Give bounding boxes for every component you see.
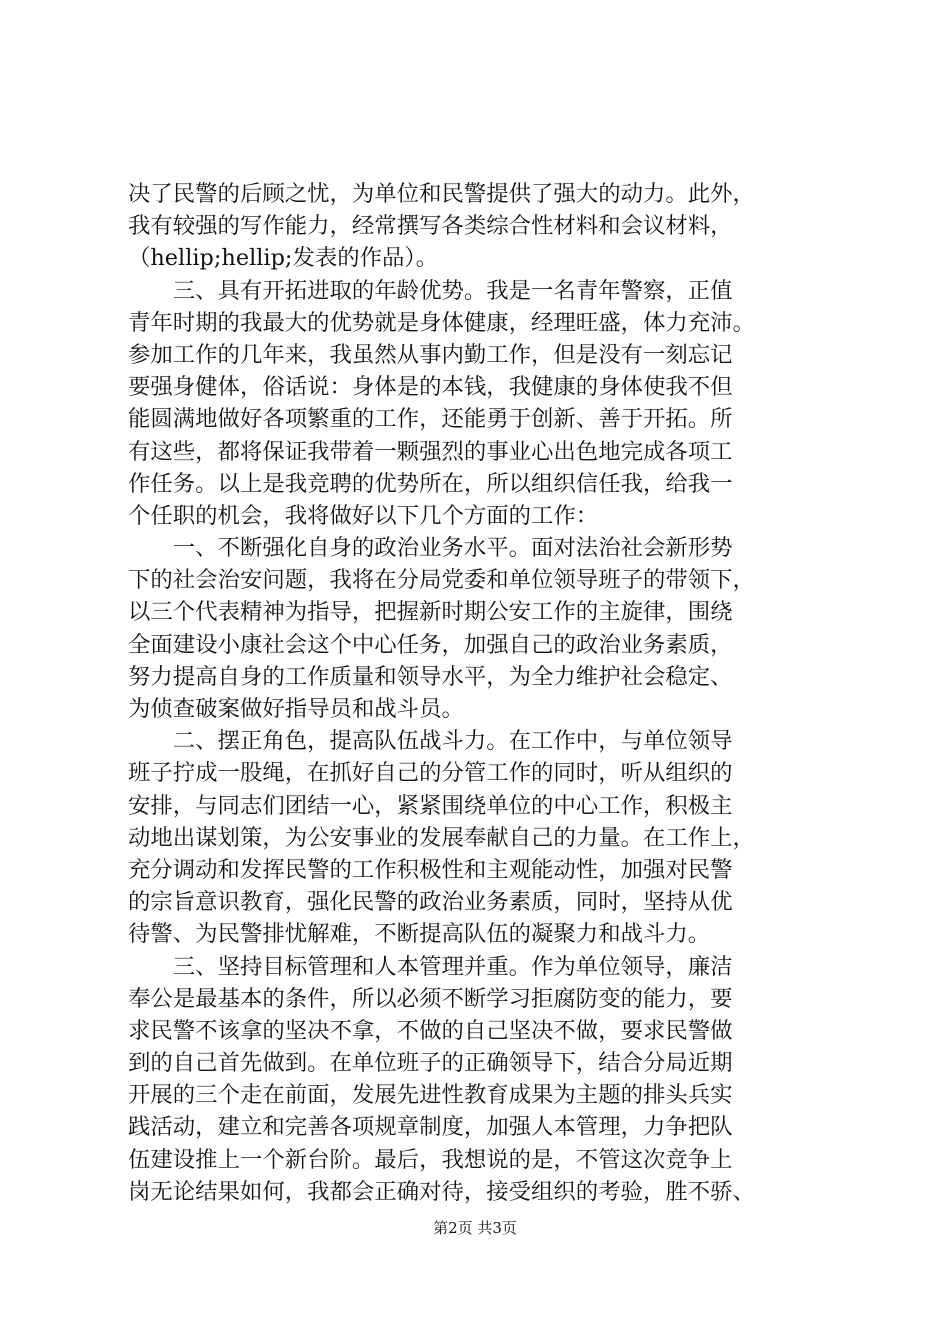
text-line: 充分调动和发挥民警的工作积极性和主观能动性，加强对民警 [128, 856, 733, 883]
text-line: 待警、为民警排忧解难，不断提高队伍的凝聚力和战斗力。 [128, 921, 711, 948]
text-line: 到的自己首先做到。在单位班子的正确领导下，结合分局近期 [128, 1050, 733, 1077]
text-line: 青年时期的我最大的优势就是身体健康，经理旺盛，体力充沛。 [128, 309, 755, 336]
text-line: 努力提高自身的工作质量和领导水平，为全力维护社会稳定、 [128, 663, 733, 690]
text-line: 二、摆正角色，提高队伍战斗力。在工作中，与单位领导 [128, 728, 733, 755]
text-line: 下的社会治安问题，我将在分局党委和单位领导班子的带领下， [128, 567, 755, 594]
text-line: 奉公是最基本的条件，所以必须不断学习拒腐防变的能力，要 [128, 985, 733, 1012]
text-line: 我有较强的写作能力，经常撰写各类综合性材料和会议材料， [128, 213, 733, 240]
text-line: 求民警不该拿的坚决不拿，不做的自己坚决不做，要求民警做 [128, 1017, 733, 1044]
text-line: 班子拧成一股绳，在抓好自己的分管工作的同时，听从组织的 [128, 760, 733, 787]
text-line: 要强身健体，俗话说：身体是的本钱，我健康的身体使我不但 [128, 374, 733, 401]
body-text [128, 178, 822, 1208]
text-line: 有这些，都将保证我带着一颗强烈的事业心出色地完成各项工 [128, 438, 733, 465]
text-line: 践活动，建立和完善各项规章制度，加强人本管理，力争把队 [128, 1114, 733, 1141]
text-line: 岗无论结果如何，我都会正确对待，接受组织的考验，胜不骄、 [128, 1178, 755, 1205]
text-line: 作任务。以上是我竞聘的优势所在，所以组织信任我，给我一 [128, 470, 733, 497]
text-line: 为侦查破案做好指导员和战斗员。 [128, 696, 464, 722]
page-number-footer: 第2页 共3页 [433, 1219, 517, 1237]
text-line: 能圆满地做好各项繁重的工作，还能勇于创新、善于开拓。所 [128, 406, 733, 433]
text-line: 三、具有开拓进取的年龄优势。我是一名青年警察，正值 [128, 277, 733, 304]
text-line: 的宗旨意识教育，强化民警的政治业务素质，同时，坚持从优 [128, 889, 733, 916]
text-line: （hellip;hellip;发表的作品）。 [128, 245, 438, 272]
text-line: 伍建设推上一个新台阶。最后，我想说的是，不管这次竞争上 [128, 1146, 733, 1173]
text-line: 个任职的机会，我将做好以下几个方面的工作： [128, 502, 599, 529]
text-line: 全面建设小康社会这个中心任务，加强自己的政治业务素质， [128, 631, 733, 658]
text-line: 三、坚持目标管理和人本管理并重。作为单位领导，廉洁 [128, 953, 733, 980]
text-line: 开展的三个走在前面，发展先进性教育成果为主题的排头兵实 [128, 1082, 733, 1109]
text-line: 参加工作的几年来，我虽然从事内勤工作，但是没有一刻忘记 [128, 341, 733, 368]
text-line: 安排，与同志们团结一心，紧紧围绕单位的中心工作，积极主 [128, 792, 733, 819]
text-line: 一、不断强化自身的政治业务水平。面对法治社会新形势 [128, 535, 733, 562]
text-line: 决了民警的后顾之忧，为单位和民警提供了强大的动力。此外， [128, 181, 755, 207]
text-line: 以三个代表精神为指导，把握新时期公安工作的主旋律，围绕 [128, 599, 733, 626]
text-line: 动地出谋划策，为公安事业的发展奉献自己的力量。在工作上， [128, 824, 755, 851]
